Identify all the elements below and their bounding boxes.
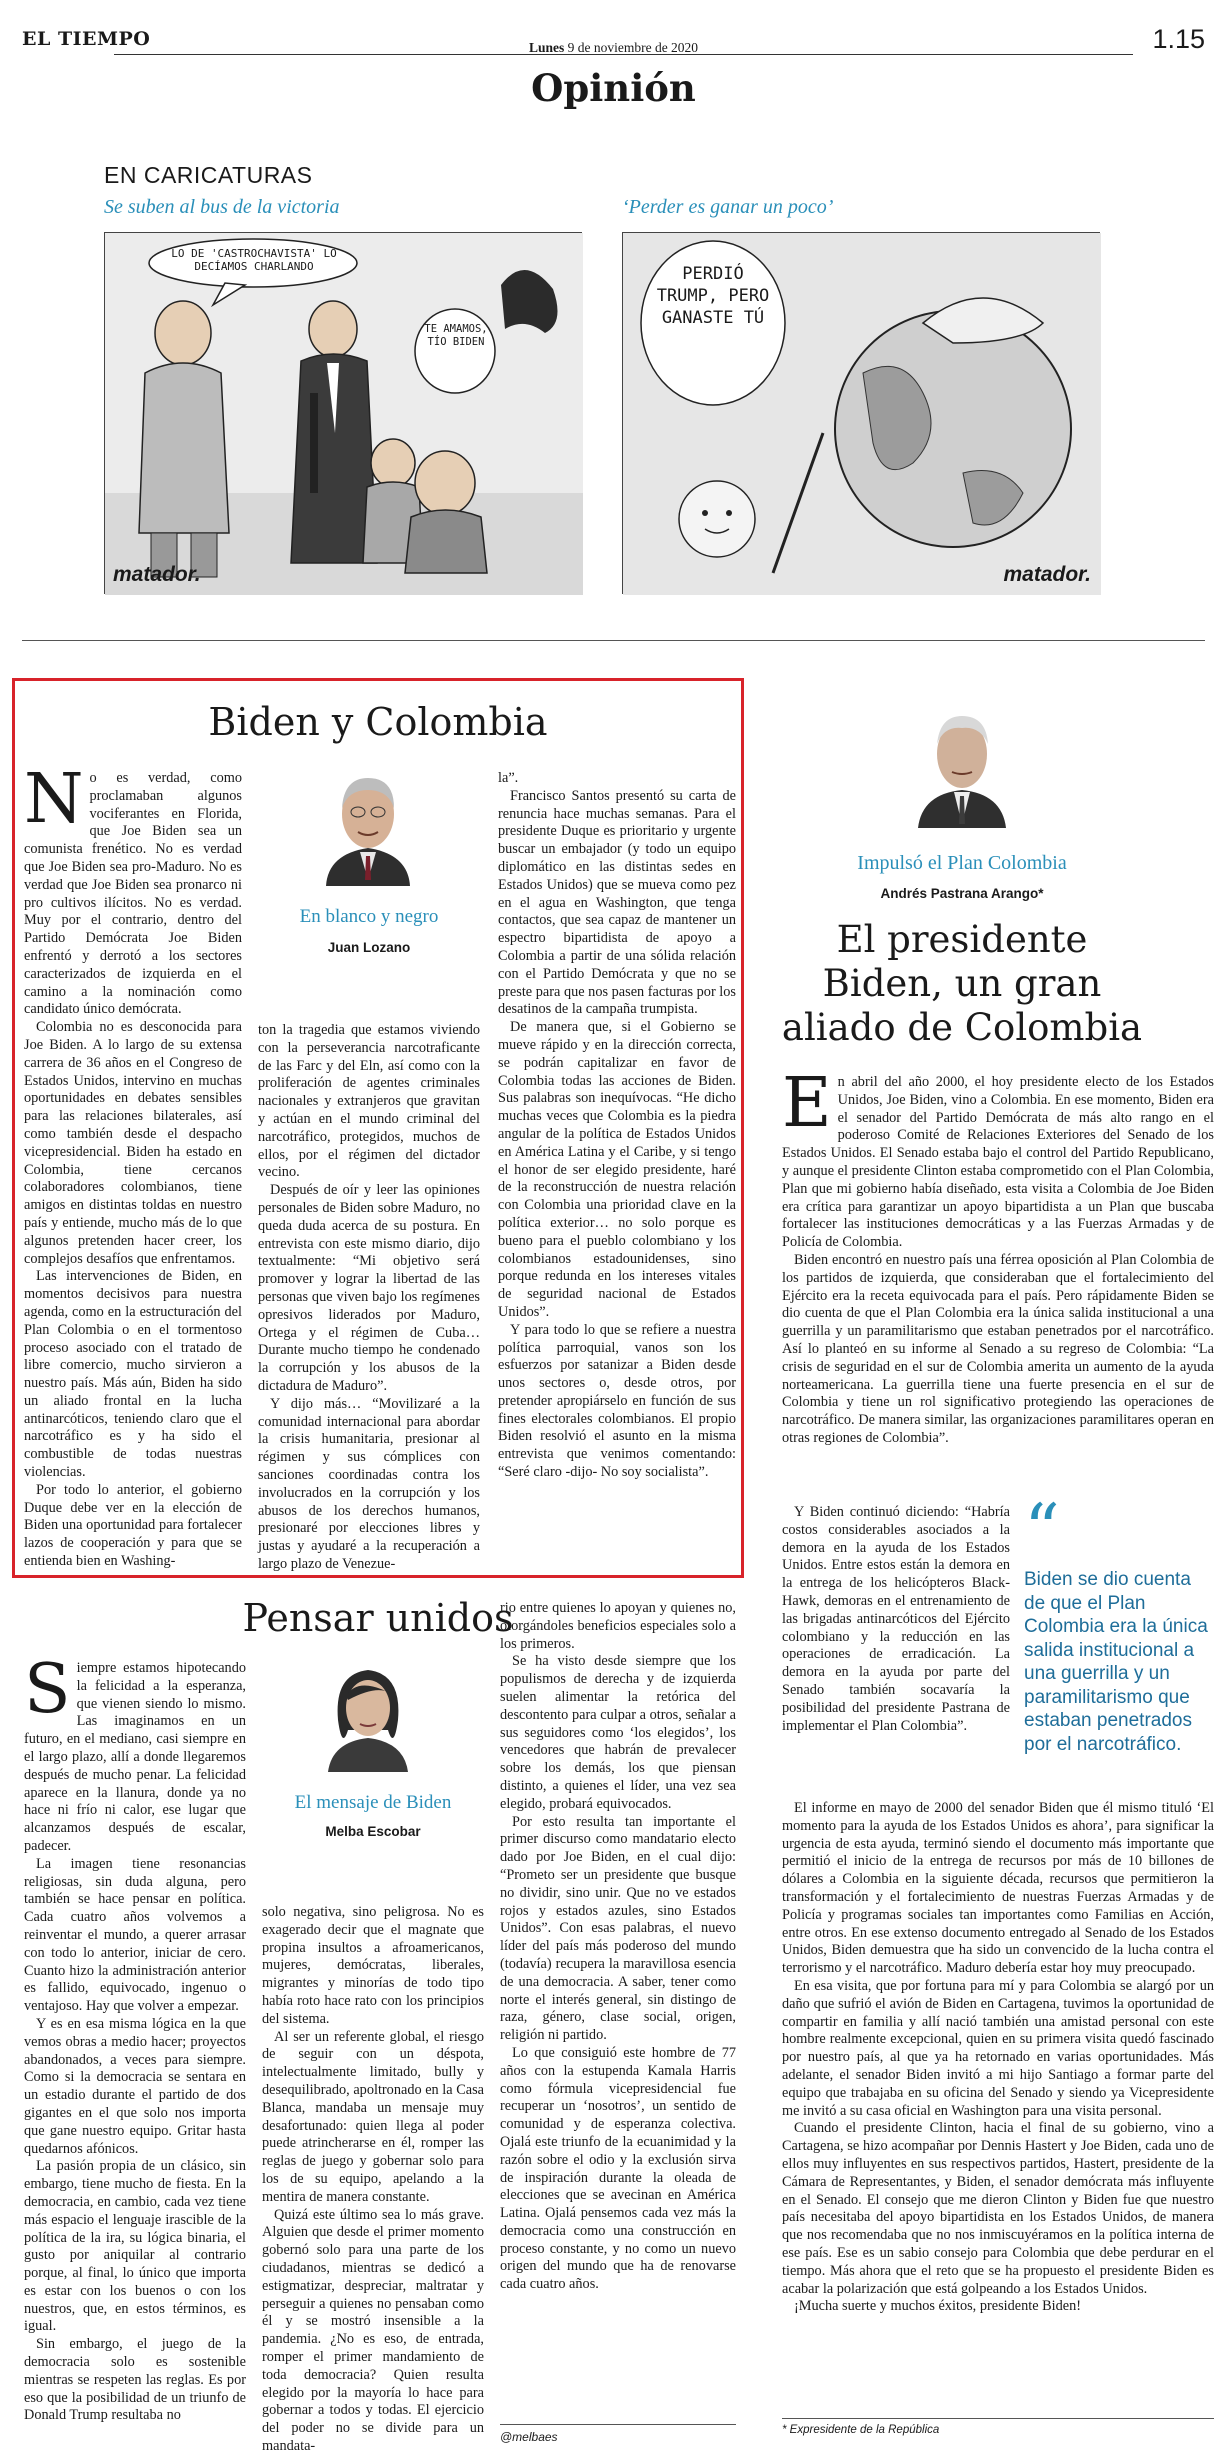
article1-column-name: En blanco y negro [299, 906, 439, 927]
article3-column-name: Impulsó el Plan Colombia [857, 852, 1067, 874]
caricature-right [622, 232, 1100, 594]
article1-dropcap: N [24, 760, 84, 839]
caricatures-heading: EN CARICATURAS [104, 162, 313, 188]
article1-col1: No es verdad, como proclamaban algunos vociferantes en Florida, que Joe Biden sea un comunista frenético. No es verdad que Joe Biden sea pro-Maduro. No es verdad que Joe Biden sea pronarco ni pro cultivos ilícitos. No es verdad. Muy por el contrario, dentro del Partido Demócrata Joe Biden enfrentó y derrotó a los sectores caracterizados de izquierda en el camino a la nominación como candidato único demócrata. Colombia no es desconocida para Joe Biden. A lo largo de su extensa carrera de 36 años en el Congreso de Estados Unidos, intervino en muchas oportunidades en debates sensibles para las relaciones bilaterales, así como también desde el despacho vicepresidencial. Biden ha estado en Colombia, tiene cercanos colaboradores colombianos, tiene amigos en distintas toldas en nuestro país y entiende, mucho más de lo que algunos pretenden hacer creer, los complejos desafíos que enfrentamos. Las intervenciones de Biden, en momentos decisivos para nuestra agenda, como en la estructuración del Plan Colombia o en el tormentoso proceso asociado con el tratado de libre comercio, mucho sirvieron a nuestro país. Más aún, Biden ha sido un aliado frontal en la lucha antinarcóticos, teniendo claro que el narcotráfico es y ha sido el combustible de todas nuestras violencias. Por todo lo anterior, el gobierno Duque debe ver en la elección de Biden una oportunidad para fortalecer lazos de cooperación y para que se entienda bien en Washing- [24, 760, 242, 1570]
article1-title: Biden y Colombia [208, 700, 548, 744]
caricature-left [104, 232, 582, 594]
article3-title: El presidente Biden, un gran aliado de Colombia [781, 918, 1143, 1049]
publication-date: Lunes 9 de noviembre de 2020 [528, 40, 699, 55]
newspaper-brand: EL TIEMPO [22, 28, 151, 50]
article3-dropcap: E [782, 1064, 832, 1143]
caricature-right-signature: matador. [1003, 563, 1091, 586]
article2-dropcap: S [24, 1650, 71, 1729]
article3-end-rule [782, 2418, 1214, 2419]
article3-author: Andrés Pastrana Arango* [880, 886, 1044, 901]
section-title: Opinión [531, 66, 696, 110]
article2-author-photo [318, 1660, 418, 1772]
quote-icon: “ [1024, 1489, 1060, 1571]
article2-col3: rio entre quienes lo apoyan y quienes no, otorgándoles beneficios especiales solo a los primeros. Se ha visto desde siempre que los populismos de derecha y de izquierda suelen alimentar la retórica del descontento para culpar a otros, señalar a sus seguidores como ‘los elegidos’, los vencedores que habrán de prevalecer sobre los demás, los que piensan distinto, a quienes el líder, una vez sea elegido, probará equivocados. Por esto resulta tan importante el primer discurso como mandatario electo dado por Joe Biden, en el cual dijo: “Prometo ser un presidente que busque no dividir, sino unir. Que no ve estados rojos y estados azules, sino Estados Unidos”. Con esas palabras, el nuevo líder del país más poderoso del mundo (todavía) recupera la maravillosa esencia de una democracia. A saber, tener como norte el interés general, sin distingo de raza, género, clase social, origen, religión ni partido. Lo que consiguió este hombre de 77 años con la estupenda Kamala Harris como fórmula vicepresidencial fue recuperar un ‘nosotros’, un sentido de comunidad y de esperanza colectiva. Ojalá este triunfo de la ecuanimidad y la razón sobre el odio y la exclusión sirva de inspiración durante la oleada de elecciones que se avecinan en América Latina. Ojalá pensemos cada vez más la democracia como una construcción en proceso constante, y no como un nuevo origen del mundo que ha de renovarse cada cuatro años. [500, 1600, 736, 2293]
masthead [22, 24, 1205, 54]
caricature-right-bubble: PERDIÓ TRUMP, PERO GANASTE TÚ [656, 264, 770, 328]
section-divider [22, 640, 1205, 641]
article2-end-rule [500, 2424, 736, 2425]
article1-author: Juan Lozano [327, 940, 411, 955]
article3-pull-quote: Biden se dio cuenta de que el Plan Colombia era la única salida institucional a una guerrilla y un paramilitarismo que estaban penetrados por el narcotráfico. [1024, 1569, 1208, 1755]
caricature-left-drawing [105, 233, 583, 595]
article3-body-bottom: El informe en mayo de 2000 del senador Biden que él mismo tituló ‘El momento para la ayuda de los Estados Unidos es ahora’, para significar la urgencia de esta ayuda, terminó siendo el documento más importante que permitió el inicio de la entrega de recursos por más de 10 billones de dólares a Colombia en la siguiente década, recursos que permitieron la transformación y el fortalecimiento de nuestras Fuerzas Armadas y de Policía y programas sociales tan importantes como Familias en Acción, entre otros. En ese extenso documento entregado al Senado de los Estados Unidos, Biden demuestra que ha sido un convencido de la lucha contra el terrorismo y el narcotráfico. Maduro debería estar hoy muy preocupado. En esa visita, que por fortuna para mí y para Colombia se alargó por un daño que sufrió el avión de Biden en Cartagena, tuvimos la oportunidad de compartir en familia y allí nació también una amistad personal con este hombre realmente excepcional, quien en su primera visita quedó fascinado por nuestro país, al que ya ha retornado en varias oportunidades. Más adelante, el senador Biden invitó a mi hijo Santiago a formar parte del equipo que trabajaba en su oficina del Senado y siendo ya Vicepresidente me invitó a su casa oficial en Washington para una visita personal. Cuando el presidente Clinton, hacia el final de su gobierno, vino a Cartagena, se hizo acompañar por Dennis Hastert y Joe Biden, cada uno de ellos muy influyentes en sus respectivos partidos, Hastert, presidente de la Cámara de Representantes, y Biden, el senador demócrata más influyente en el Senado. El consejo que me dieron Clinton y Biden fue que nuestro país necesitaba del apoyo bipartidista en los Estados Unidos, de manera que nos recomendaba que no nos inmiscuyéramos en la política interna de ese país. Ese es un sabio consejo para Colombia que debe perdurar en el tiempo. Más ahora que el reto que se ha propuesto el presidente Biden es acabar la polarización que está golpeando a los Estados Unidos. ¡Mucha suerte y muchos éxitos, presidente Biden! [782, 1800, 1214, 2315]
article3-body-top: En abril del año 2000, el hoy presidente electo de los Estados Unidos, Joe Biden, vino a Colombia. En ese momento, Biden era el senador del Partido Demócrata de más alto rango en el poderoso Comité de Relaciones Exteriores del Senado de los Estados Unidos. El Senado estaba bajo el control del Partido Republicano, y aunque el presidente Clinton estaba comprometido con el Plan Colombia, Plan que mi gobierno había diseñado, esta visita a Colombia de Joe Biden era crítica para garantizar un apoyo bipartidista a un Plan que buscaba fortalecer las instituciones democráticas y a las Fuerzas Armadas y de Policía de Colombia. Biden encontró en nuestro país una férrea oposición al Plan Colombia de los partidos de izquierda, que consideraban que el fortalecimiento del Ejército era la receta equivocada para el país. Pero rápidamente Biden se dio cuenta de que el Plan Colombia era la única salida institucional a una guerrilla y un paramilitarismo que estaban penetrados por el narcotráfico. Así lo planteó en su informe al Senado a su regreso de Colombia: “La crisis de seguridad en el sur de Colombia amerita un aumento de la ayuda norteamericana. La guerrilla tiene una fuerte presencia en el sur de Colombia y tiene un rol significativo protegiendo las operaciones de narcotráfico. De manera similar, las organizaciones paramilitares operan en otras regiones de Colombia”. [782, 1064, 1214, 1446]
article3-author-photo [912, 706, 1012, 828]
caricature-right-subtitle: ‘Perder es ganar un poco’ [622, 196, 834, 218]
article1-col2: ton la tragedia que estamos viviendo con la perseverancia narcotraficante de las Farc y del Eln, así como con la proliferación de agentes criminales nacionales y extranjeros que gravitan y actúan en el mundo criminal del narcotráfico, protegidos, muchos de ellos, por el régimen del dictador vecino. Después de oír y leer las opiniones personales de Biden sobre Maduro, no queda duda acerca de su postura. En entrevista con este mismo diario, dijo textualmente: “Mi objetivo será promover y lograr la libertad de las personas que viven bajo los regímenes opresivos liderados por Maduro, Ortega y el régimen de Cuba… Durante mucho tiempo he condenado la corrupción y los abusos de la dictadura de Maduro”. Y dijo más… “Movilizaré a la comunidad internacional para abordar la crisis humanitaria, presionar al régimen y sus cómplices con sanciones coordinadas contra los involucrados en la corrupción y los abusos de los derechos humanos, presionaré por elecciones libres y justas y ayudaré a la recuperación a largo plazo de Venezue- [258, 1022, 480, 1572]
article3-footnote: * Expresidente de la República [782, 2424, 940, 2436]
caricature-left-subtitle: Se suben al bus de la victoria [104, 196, 340, 218]
article2-twitter-handle[interactable]: @melbaes [500, 2430, 558, 2444]
article2-title: Pensar unidos [242, 1596, 514, 1640]
article3-body-narrow: Y Biden continuó diciendo: “Habría costos considerables asociados a la demora en la ayuda de los Estados Unidos. Entre estos están la demora en la entrega de los helicópteros Black-Hawk, demoras en el entrenamiento de las brigadas antinarcóticos del Ejército colombiano y la reducción en las operaciones de erradicación. La demora en la ayuda por parte del Senado también socavaría la posibilidad del presidente Pastrana de implementar el Plan Colombia”. [782, 1504, 1010, 1734]
caricature-left-bubble2: TE AMAMOS, TÍO BIDEN [424, 323, 488, 348]
article2-column-name: El mensaje de Biden [294, 1792, 452, 1813]
page-number: 1.15 [1152, 24, 1205, 54]
article2-author: Melba Escobar [325, 1824, 421, 1839]
caricature-left-signature: matador. [113, 563, 201, 586]
article1-col3: la”. Francisco Santos presentó su carta de renuncia hace muchas semanas. Para el presidente Duque es prioritario y urgente buscar un embajador (y todo un equipo diplomático en las distintas sedes en Estados Unidos) que se mueva como pez en el agua en Washington, que tenga contactos, que sea capaz de mantener un espectro bipartidista de apoyo a Colombia a partir de una sólida relación con el Partido Demócrata y que no se preste para que nos pasen facturas por los desatinos de la campaña trumpista. De manera que, si el Gobierno se mueve rápido y en la dirección correcta, se podrán capitalizar en favor de Colombia todas las acciones de Biden. Sus palabras son inequívocas. “He dicho muchas veces que Colombia es la piedra angular de la política de Estados Unidos en América Latina y el Caribe, y si tengo el honor de ser elegido presidente, haré de la reconstrucción de nuestra relación con Colombia una prioridad clave en la política exterior… no solo porque es bueno para el pueblo colombiano y los colombianos estadounidenses, sino porque redunda en los intereses vitales de seguridad nacional de Estados Unidos”. Y para todo lo que se refiere a nuestra política parroquial, vanos son los esfuerzos por satanizar a Biden desde unos sectores o, desde otros, por pretender apropiárselo en función de sus fines electorales colombianos. El propio Biden resolvió el asunto en la misma entrevista que venimos comentando: “Seré claro -dijo- No soy socialista”. [498, 770, 736, 1481]
caricature-left-bubble1: LO DE 'CASTROCHAVISTA' LO DECÍAMOS CHARLANDO [171, 247, 337, 273]
article2-col2: solo negativa, sino peligrosa. No es exagerado decir que el magnate que propina insultos a afroamericanos, mujeres, demócratas, liberales, migrantes y minorías de todo tipo había roto hace rato con los principios del sistema. Al ser un referente global, el riesgo de seguir con un déspota, intelectualmente limitado, bully y desequilibrado, apoltronado en la Casa Blanca, mandaba un mensaje muy desafortunado: quien llega al poder puede atrincherarse en él, romper las reglas de juego y gobernar solo para los de su equipo, apelando a la mentira de manera constante. Quizá este último sea lo más grave. Alguien que desde el primer momento gobernó solo para una parte de los ciudadanos, mientras se dedicó a estigmatizar, despreciar, maltratar y perseguir a quienes no pensaban como él y se mostró insensible a la pandemia. ¿No es eso, de entrada, romper el primer mandamiento de toda democracia? Quien resulta elegido por la mayoría lo hace para gobernar a todos y todas. El ejercicio del poder no se divide para un mandata- [262, 1904, 484, 2454]
article1-author-photo [318, 768, 418, 886]
article2-col1: Siempre estamos hipotecando la felicidad a la esperanza, que vienen siendo lo mismo. Las imaginamos en un futuro, en el mediano, casi siempre en el largo plazo, allí a donde llegaremos después de mucho penar. La felicidad aparece en la llanura, donde ya no hace ni frío ni calor, ese lugar que alcanzamos después de escalar, padecer. La imagen tiene resonancias religiosas, sin duda alguna, pero también se hace pensar en política. Cada cuatro años volvemos a reinventar el mundo, a querer arrasar con todo lo anterior, iniciar de cero. Cuanto hizo la administración anterior es fallido, equivocado, ingenuo o ventajoso. Hay que volver a empezar. Y es en esa misma lógica en la que vemos obras a medio hacer; proyectos abandonados, a veces para siempre. Como si la democracia se sentara en un estadio durante el partido de dos gigantes en el que solo nos importa que gane nuestro equipo. Gritar hasta quedarnos afónicos. La pasión propia de un clásico, sin embargo, tiene mucho de fiesta. En la democracia, en cambio, cada vez tiene más espacio el lenguaje irascible de la política de la ira, su lógica binaria, el gusto por aniquilar al contrario porque, al final, lo único que importa es estar con los buenos o con los nuestros, que, en estos términos, es igual. Sin embargo, el juego de la democracia solo es sostenible mientras se respeten las reglas. Es por eso que la posibilidad de un triunfo de Donald Trump resultaba no [24, 1650, 246, 2424]
